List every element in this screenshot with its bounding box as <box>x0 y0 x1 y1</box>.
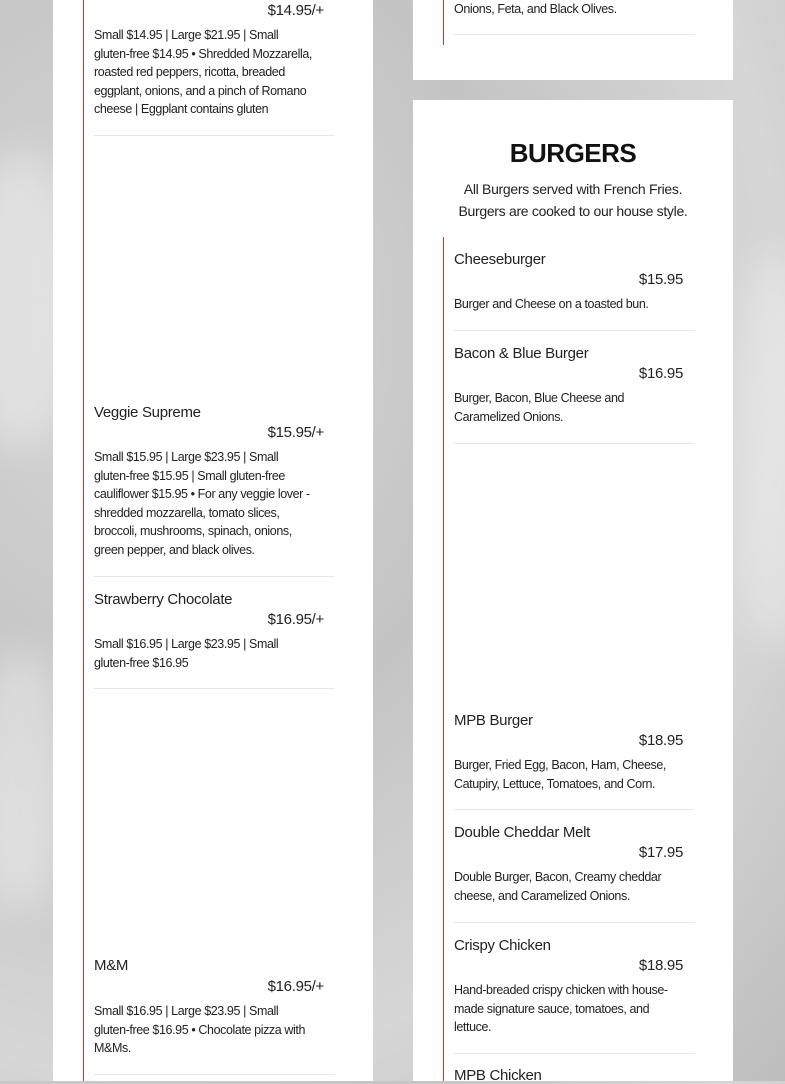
item-divider <box>454 809 694 810</box>
item-description: Small $15.95 | Large $23.95 | Small gluten-free $15.95 | Small gluten-free cauliflower $15.95 • For any veggie lover - shredded mozzarella, tomato slices, broccoli, mushrooms, spinach, onions, green pepper, and black olives. <box>94 450 310 557</box>
item-description: Small $16.95 | Large $23.95 | Small gluten-free $16.95 <box>94 637 279 670</box>
item-name: Bacon & Blue Burger <box>454 345 589 362</box>
item-description: Small $16.95 | Large $23.95 | Small gluten-free $16.95 • Chocolate pizza with M&Ms. <box>94 1004 306 1055</box>
item-description: Burger, Bacon, Blue Cheese and Caramelized Onions. <box>454 391 625 424</box>
pizza-menu-panel <box>53 0 373 1081</box>
item-price: $16.95/+ <box>267 611 324 628</box>
item-name: MPB Burger <box>454 712 533 729</box>
item-description: Burger and Cheese on a toasted bun. <box>454 297 649 311</box>
item-divider <box>454 1053 694 1054</box>
burgers-menu-panel <box>413 100 733 1084</box>
item-description: Small $14.95 | Large $21.95 | Small gluten-free $14.95 • Shredded Mozzarella, roasted red peppers, ricotta, breaded eggplant, onions, and a pinch of Romano cheese | Eggplant contains gluten <box>94 28 312 116</box>
item-name: Strawberry Chocolate <box>94 591 233 608</box>
item-description: Onions, Feta, and Black Olives. <box>454 2 617 16</box>
item-divider <box>454 34 694 35</box>
item-divider <box>454 330 694 331</box>
item-name: M&M <box>94 957 129 974</box>
item-price: $15.95/+ <box>267 424 324 441</box>
item-price: $14.95/+ <box>267 2 324 19</box>
item-description: Hand-breaded crispy chicken with house-made signature sauce, tomatoes, and lettuce. <box>454 983 668 1034</box>
item-price: $18.95 <box>638 957 683 974</box>
item-name: MPB Chicken <box>454 1067 542 1084</box>
section-subtitle: Burgers are cooked to our house style. <box>458 203 688 219</box>
item-divider <box>94 135 334 136</box>
background-texture <box>730 250 785 650</box>
item-description: Burger, Fried Egg, Bacon, Ham, Cheese, Catupiry, Lettuce, Tomatoes, and Corn. <box>454 758 666 791</box>
item-divider <box>94 688 334 689</box>
item-description: Double Burger, Bacon, Creamy cheddar cheese, and Caramelized Onions. <box>454 870 662 903</box>
item-name: Veggie Supreme <box>94 404 201 421</box>
item-divider <box>94 1074 334 1075</box>
section-subtitle: All Burgers served with French Fries. <box>463 181 683 197</box>
item-price: $17.95 <box>638 844 683 861</box>
section-rail <box>443 0 444 45</box>
item-price: $18.95 <box>638 732 683 749</box>
salad-menu-panel <box>413 0 733 80</box>
item-divider <box>454 443 694 444</box>
section-rail <box>83 0 84 1081</box>
item-name: Cheeseburger <box>454 251 546 268</box>
item-price: $16.95 <box>638 365 683 382</box>
section-rail <box>443 237 444 1081</box>
item-name: Double Cheddar Melt <box>454 824 591 841</box>
item-price: $15.95 <box>638 271 683 288</box>
item-divider <box>94 576 334 577</box>
item-divider <box>454 922 694 923</box>
section-title: BURGERS <box>509 138 637 168</box>
item-price: $16.95/+ <box>267 978 324 995</box>
item-name: Crispy Chicken <box>454 937 551 954</box>
